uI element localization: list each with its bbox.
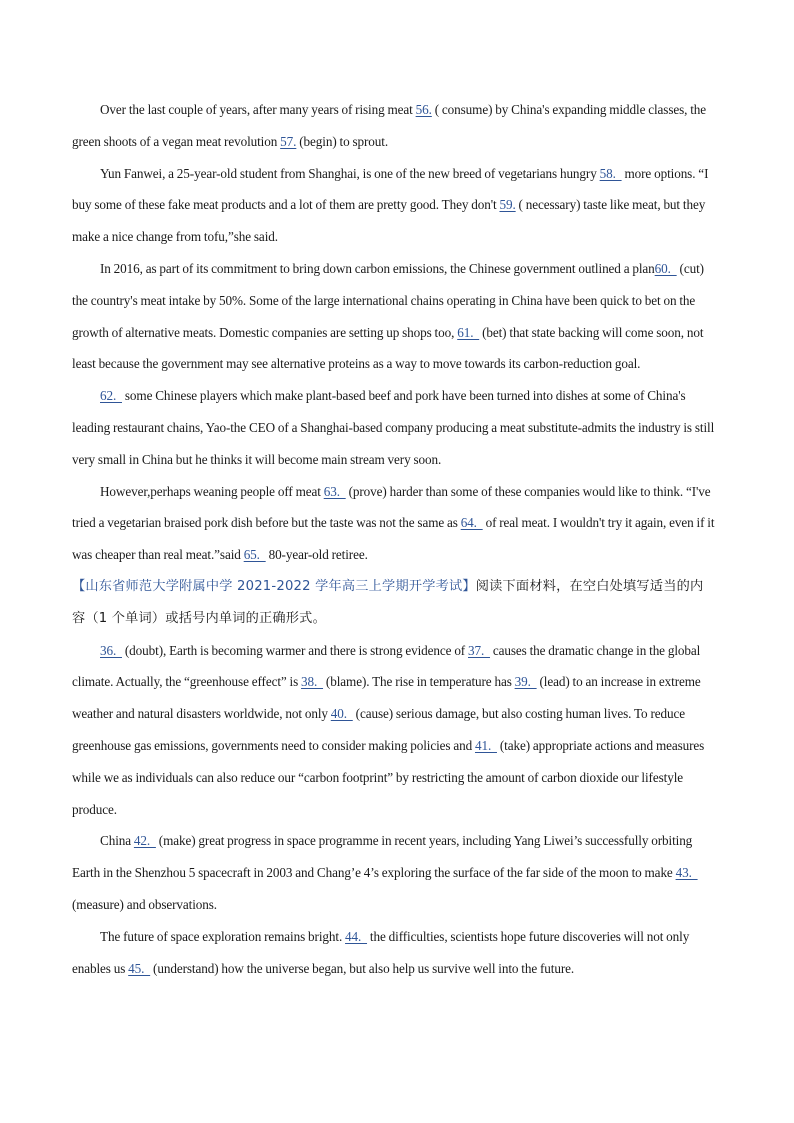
text: more options. “I buy some of these fake meat products and a lot of them are pretty good. They don't	[72, 165, 709, 213]
blank-59[interactable]: 59.	[499, 197, 516, 213]
text: The future of space exploration remains bright.	[100, 928, 346, 944]
blank-63[interactable]: 63.	[323, 483, 346, 499]
text: of real meat. I wouldn't try it again, even if it was cheaper than real meat.”said	[72, 515, 715, 563]
blank-41[interactable]: 41.	[474, 737, 497, 753]
text: In 2016, as part of its commitment to bring down carbon emissions, the Chinese government outlined a plan	[100, 260, 655, 276]
exam-source: 【山东省师范大学附属中学 2021-2022 学年高三上学期开学考试】	[72, 578, 476, 594]
text: (doubt), Earth is becoming warmer and there is strong evidence of	[121, 642, 468, 658]
text: China	[100, 833, 134, 849]
blank-62[interactable]: 62.	[100, 388, 122, 404]
text: ( consume) by China's expanding middle classes, the green shoots of a vegan meat revolution	[72, 102, 707, 149]
text: (bet) that state backing will come soon, not least because the government may see alternative proteins as a way to move towards its carbon-reduction goal.	[72, 324, 704, 372]
paragraph-7	[72, 825, 716, 920]
blank-45[interactable]: 45.	[128, 960, 151, 976]
blank-39[interactable]: 39.	[514, 674, 537, 690]
text: (lead) to an increase in extreme weather and natural disasters worldwide, not only	[72, 674, 701, 722]
text: (prove) harder than some of these companies would like to think. “I've tried a vegetarian braised pork dish before but the taste was not the same as	[72, 483, 711, 531]
paragraph-5	[72, 476, 716, 571]
blank-36[interactable]: 36.	[100, 642, 122, 658]
paragraph-3	[72, 253, 716, 380]
text: (measure) and observations.	[72, 896, 218, 912]
blank-65[interactable]: 65.	[243, 547, 266, 563]
blank-58[interactable]: 58.	[599, 165, 622, 181]
blank-61[interactable]: 61.	[457, 324, 480, 340]
paragraph-4	[72, 380, 716, 475]
paragraph-1	[72, 94, 716, 158]
blank-38[interactable]: 38.	[301, 674, 324, 690]
blank-42[interactable]: 42.	[133, 833, 156, 849]
blank-43[interactable]: 43.	[675, 865, 698, 881]
text: some Chinese players which make plant-based beef and pork have been turned into dishes at some of China's leading restaurant chains, Yao-the CEO of a Shanghai-based company producing a meat substitute-admits the industry is still very small in China but he thinks it will become main stream very soon.	[72, 388, 715, 467]
paragraph-6	[72, 635, 716, 826]
text: Over the last couple of years, after many years of rising meat	[100, 102, 416, 117]
text: 80-year-old retiree.	[265, 547, 368, 563]
blank-37[interactable]: 37.	[468, 642, 490, 658]
text: ( necessary) taste like meat, but they make a nice change from tofu,”she said.	[72, 197, 706, 245]
blank-60[interactable]: 60.	[654, 260, 677, 276]
text: the difficulties, scientists hope future discoveries will not only enables us	[72, 928, 690, 976]
text: (understand) how the universe began, but also help us survive well into the future.	[150, 960, 575, 976]
text: (make) great progress in space programme in recent years, including Yang Liwei’s successfully orbiting Earth in the Shenzhou 5 spacecraft in 2003 and Chang’e 4’s exploring the surface of the far side of the moon to make	[72, 833, 693, 881]
text: causes the dramatic change in the global climate. Actually, the “greenhouse effect” is	[72, 642, 701, 690]
paragraph-2	[72, 158, 716, 253]
text: (blame). The rise in temperature has	[323, 674, 515, 690]
section-heading	[72, 571, 716, 635]
text: However,perhaps weaning people off meat	[100, 483, 324, 499]
text: (begin) to sprout.	[296, 133, 389, 149]
blank-44[interactable]: 44.	[345, 928, 368, 944]
blank-56[interactable]: 56.	[415, 102, 432, 117]
blank-40[interactable]: 40.	[330, 706, 353, 722]
text: (take) appropriate actions and measures while we as individuals can also reduce our “carbon footprint” by restricting the amount of carbon dioxide our lifestyle produce.	[72, 737, 705, 817]
blank-57[interactable]: 57.	[280, 133, 297, 149]
text: (cause) serious damage, but also costing human lives. To reduce greenhouse gas emissions, governments need to consider making policies and	[72, 706, 685, 753]
instruction-text: 阅读下面材料，在空白处填写适当的内容（1 个单词）或括号内单词的正确形式。	[72, 578, 704, 626]
paragraph-8	[72, 921, 716, 985]
text: Yun Fanwei, a 25-year-old student from Shanghai, is one of the new breed of vegetarians hungry	[100, 165, 600, 181]
text: (cut) the country's meat intake by 50%. Some of the large international chains operating in China have been quick to bet on the growth of alternative meats. Domestic companies are setting up shops too,	[72, 260, 704, 340]
blank-64[interactable]: 64.	[460, 515, 483, 531]
